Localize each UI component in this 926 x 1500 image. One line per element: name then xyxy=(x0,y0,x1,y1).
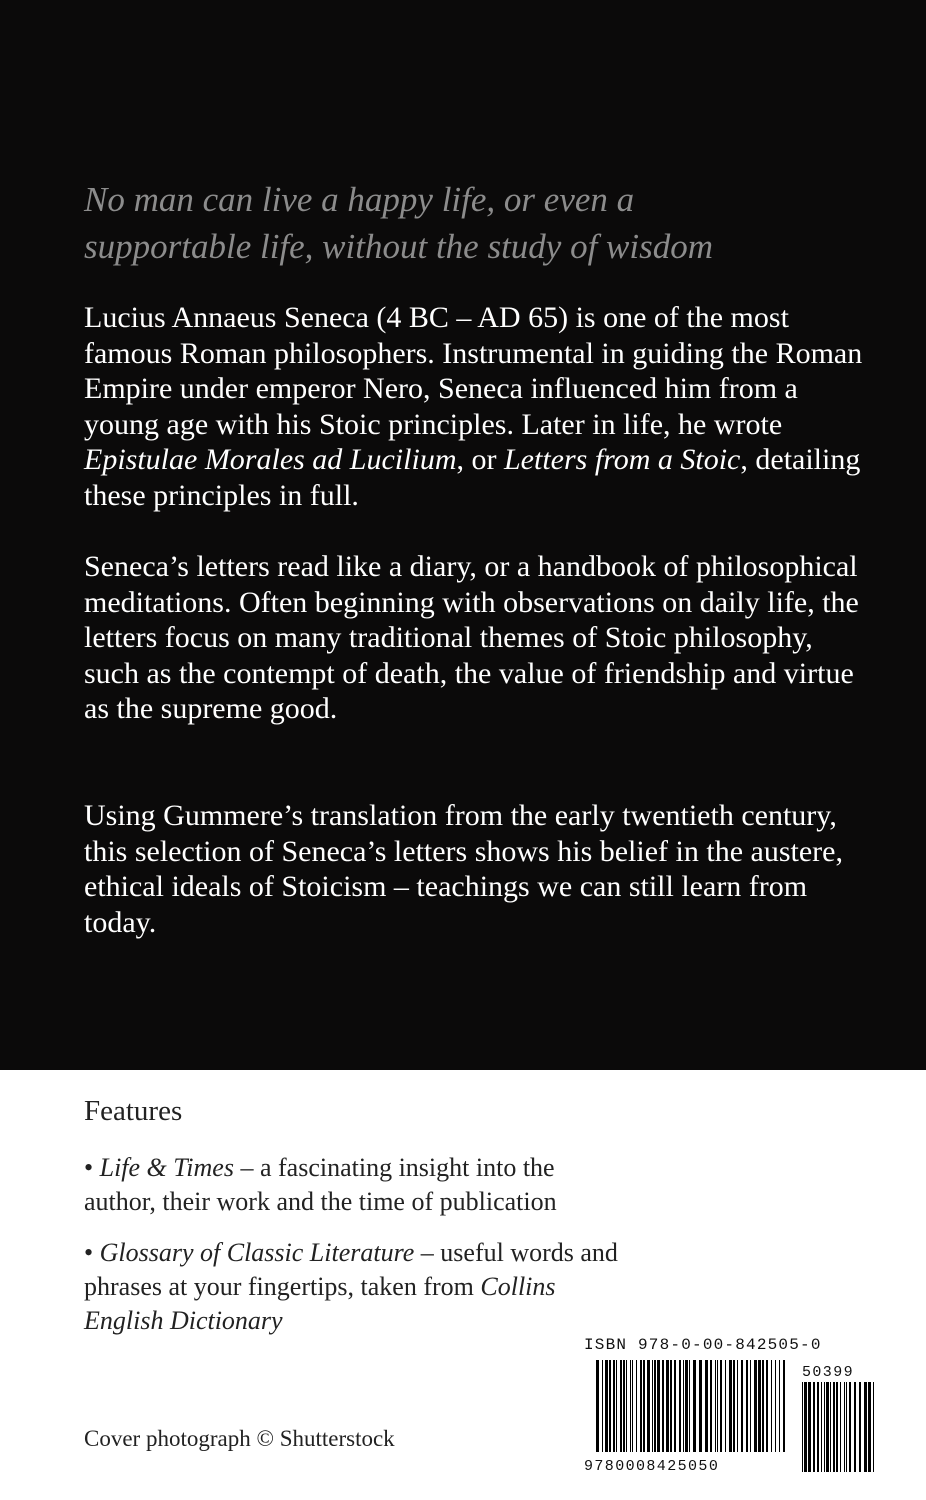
barcode-bar xyxy=(849,1382,851,1472)
barcode-bar xyxy=(613,1360,615,1452)
blurb-text: Lucius Annaeus Seneca (4 BC – AD 65) is one of the most famous Roman philosophers. Instrumental in guiding the Roman Empire under emperor Nero, Seneca influenced him from a young age with his Stoic principles. Later in life, he wrote xyxy=(84,301,863,441)
bullet: • xyxy=(84,1153,100,1182)
barcode-bar xyxy=(657,1360,660,1452)
barcode-bar xyxy=(689,1360,690,1452)
barcode-bar xyxy=(766,1360,768,1452)
barcode-bar xyxy=(705,1360,708,1452)
feature-text: – useful words and phrases at your fingertips, taken from xyxy=(84,1238,618,1301)
barcode-bar xyxy=(647,1360,650,1452)
barcode-bar xyxy=(762,1360,764,1452)
barcode-bar xyxy=(720,1360,722,1452)
barcode-bar xyxy=(771,1360,772,1452)
barcode-bar xyxy=(804,1382,807,1472)
barcode-bar xyxy=(674,1360,676,1452)
bullet: • xyxy=(84,1238,100,1267)
feature-source: Collins English Dictionary xyxy=(84,1272,556,1335)
barcode-bar xyxy=(741,1360,743,1452)
barcode-bar xyxy=(652,1360,653,1452)
barcode-bar xyxy=(868,1382,871,1472)
barcode-bar xyxy=(846,1382,847,1472)
barcode-bar xyxy=(854,1382,856,1472)
barcode-bar xyxy=(643,1360,645,1452)
english-title: Letters from a Stoic xyxy=(503,443,741,476)
barcode-bar xyxy=(758,1360,761,1452)
barcode-bar xyxy=(679,1360,681,1452)
barcode-bar xyxy=(715,1360,716,1452)
feature-item xyxy=(84,1151,624,1219)
feature-item xyxy=(84,1236,624,1338)
isbn-barcode xyxy=(584,1360,794,1472)
barcode-bar xyxy=(826,1382,829,1472)
barcode-bar xyxy=(710,1360,712,1452)
barcode-bar xyxy=(632,1360,633,1452)
photo-credit: Cover photograph © Shutterstock xyxy=(84,1426,395,1451)
blurb-paragraph-1 xyxy=(84,300,874,513)
feature-title: Glossary of Classic Literature xyxy=(99,1238,415,1267)
barcode-bar xyxy=(630,1360,631,1452)
barcode-bar xyxy=(840,1382,841,1472)
feature-text: – a fascinating insight into the author, their work and the time of publication xyxy=(84,1153,557,1216)
barcode-bar xyxy=(616,1360,617,1452)
barcode-bar xyxy=(717,1360,718,1452)
blurb-paragraph-2: Seneca’s letters read like a diary, or a handbook of philosophical meditations. Often beginning with observations on daily life, the letters focus on many traditional themes of Stoic philosophy, such as the contempt of death, the value of friendship and virtue as the supreme good. xyxy=(84,550,859,725)
barcode-bar xyxy=(779,1360,780,1452)
barcode-bar xyxy=(821,1382,822,1472)
barcode-bar xyxy=(733,1360,735,1452)
barcode-bar xyxy=(602,1360,603,1452)
barcode-bar xyxy=(725,1360,726,1452)
barcode-bar xyxy=(626,1360,627,1452)
features-heading: Features xyxy=(84,1095,183,1127)
barcode-bar xyxy=(693,1360,696,1452)
barcode-bar xyxy=(683,1360,684,1452)
barcode-bar xyxy=(670,1360,672,1452)
barcode-bar xyxy=(830,1382,831,1472)
blurb-paragraph-3: Using Gummere’s translation from the early twentieth century, this selection of Seneca’s letters shows his belief in the austere, ethical ideals of Stoicism – teachings we can still learn from today. xyxy=(84,799,843,939)
barcode-bar xyxy=(824,1382,825,1472)
barcode-bar xyxy=(873,1382,874,1472)
barcode-bar xyxy=(844,1382,845,1472)
barcode-bar xyxy=(859,1382,861,1472)
barcode-bar xyxy=(685,1360,688,1452)
isbn-label: ISBN 978-0-00-842505-0 xyxy=(584,1336,822,1354)
blurb-text: , or xyxy=(456,443,504,476)
barcode-bar xyxy=(609,1360,611,1452)
pull-quote-line-2: supportable life, without the study of wisdom xyxy=(84,227,714,266)
barcode-bar xyxy=(662,1360,664,1452)
barcode-bar xyxy=(817,1382,819,1472)
barcode-digits: 9780008425050 xyxy=(584,1458,720,1472)
barcode-bar xyxy=(750,1360,751,1452)
barcode-bar xyxy=(783,1360,785,1452)
barcode-bar xyxy=(666,1360,669,1452)
barcode-bar xyxy=(620,1360,622,1452)
barcode-bar xyxy=(596,1360,599,1452)
barcode-bar xyxy=(737,1360,738,1452)
barcode-bar xyxy=(802,1382,803,1472)
feature-title: Life & Times xyxy=(99,1153,234,1182)
pull-quote-line-1: No man can live a happy life, or even a xyxy=(84,180,635,219)
barcode-bar xyxy=(640,1360,642,1452)
barcode-bar xyxy=(775,1360,776,1452)
barcode-bar xyxy=(729,1360,732,1452)
barcode-bar xyxy=(808,1382,811,1472)
latin-title: Epistulae Morales ad Lucilium xyxy=(84,443,457,476)
barcode-bar xyxy=(654,1360,656,1452)
barcode-bar xyxy=(746,1360,748,1452)
price-addon-barcode xyxy=(800,1362,878,1472)
barcode-bar xyxy=(754,1360,757,1452)
barcode-bar xyxy=(833,1382,835,1472)
addon-digits: 50399 xyxy=(802,1364,855,1381)
barcode-bar xyxy=(813,1382,815,1472)
pull-quote xyxy=(84,176,864,270)
barcode-bar xyxy=(864,1382,867,1472)
barcode-bar xyxy=(636,1360,637,1452)
barcode-bar xyxy=(836,1382,838,1472)
barcode-bar xyxy=(605,1360,608,1452)
barcode-bar xyxy=(699,1360,702,1452)
blurb-text: , detailing these principles in full. xyxy=(84,443,861,512)
barcode-bar xyxy=(623,1360,625,1452)
